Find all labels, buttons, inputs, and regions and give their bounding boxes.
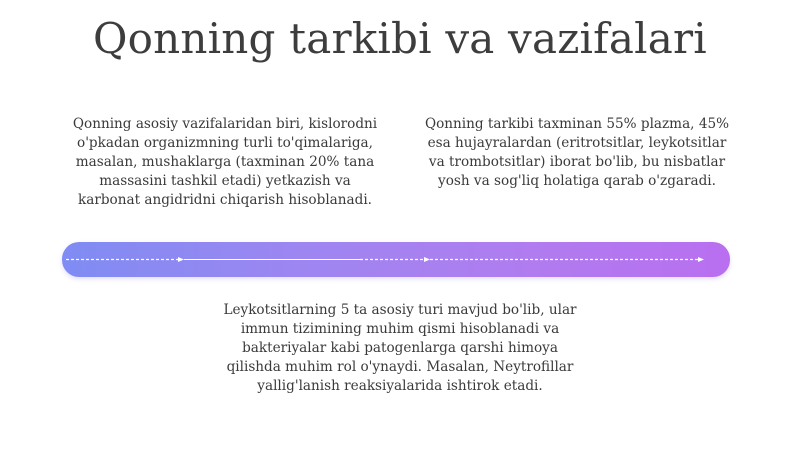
timeline-bar: [62, 242, 730, 277]
slide-title: Qonning tarkibi va vazifalari: [93, 14, 707, 63]
text-block-leukocytes: Leykotsitlarning 5 ta asosiy turi mavjud bo'lib, ular immun tizimining muhim qismi hisoblanadi va bakteriyalar kabi patogenlarga qarshi himoya qilishda muhim rol o'ynaydi. Masalan, Neytrofillar yallig'lanish reaksiyalarida ishtirok etadi.: [223, 302, 577, 394]
timeline-arrows: [62, 242, 730, 277]
arrow-head-1: [178, 257, 184, 262]
arrow-head-3: [698, 257, 704, 262]
text-block-oxygen-transport: Qonning asosiy vazifalaridan biri, kislorodni o'pkadan organizmning turli to'qimalariga, masalan, mushaklarga (taxminan 20% tana massasini tashkil etadi) yetkazish va karbonat angidridni chiqarish hisoblanadi.: [72, 116, 378, 208]
text-block-blood-composition: Qonning tarkibi taxminan 55% plazma, 45% esa hujayralardan (eritrotsitlar, leykotsitlar va trombotsitlar) iborat bo'lib, bu nisbatlar yosh va sog'liq holatiga qarab o'zgaradi.: [424, 116, 730, 189]
arrow-head-2: [424, 257, 430, 262]
